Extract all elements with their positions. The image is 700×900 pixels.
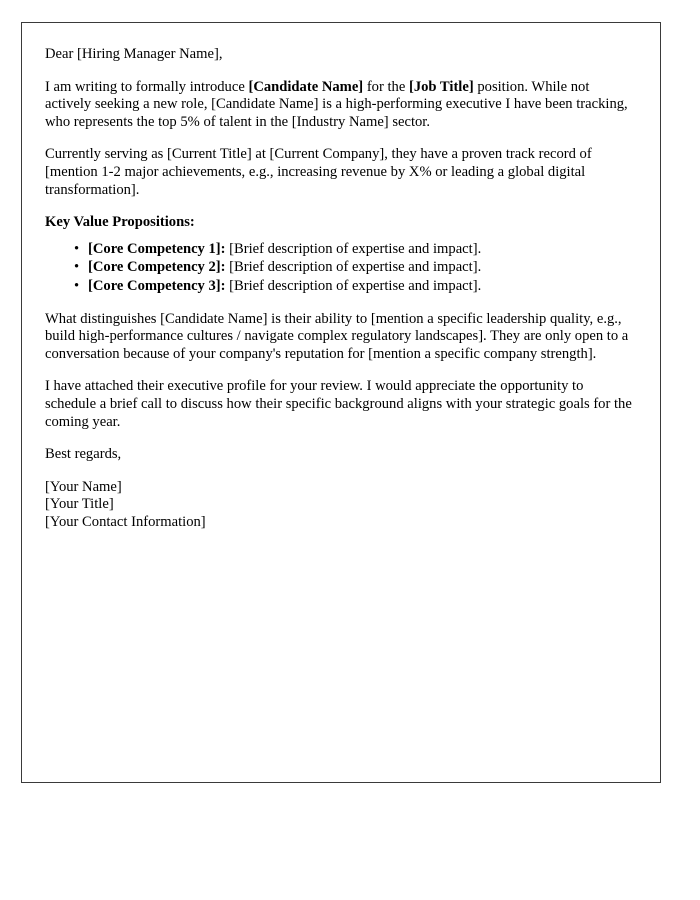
- signature-title: [Your Title]: [45, 496, 114, 513]
- letter-body: [22, 23, 660, 731]
- intro-text-part-2: for the: [363, 78, 409, 95]
- competency-label: [Core Competency 1]:: [88, 240, 226, 257]
- paragraph-current-role: Currently serving as [Current Title] at [Current Company], they have a proven track record of [mention 1-2 major achievements, e.g., increasing revenue by X% or leading a global digital transformation].: [45, 146, 592, 198]
- intro-text-part-3: position. While not actively seeking a new role, [Candidate Name] is a high-performing executive I have been tracking, who represents the top 5% of talent in the [Industry Name] sector.: [45, 78, 628, 130]
- bullet-icon: •: [74, 259, 80, 276]
- value-propositions-list: [45, 241, 638, 296]
- list-item: [45, 241, 638, 259]
- signature-name: [Your Name]: [45, 478, 122, 495]
- competency-label: [Core Competency 2]:: [88, 259, 226, 276]
- job-title-placeholder: [Job Title]: [408, 78, 474, 95]
- paragraph-attachment-and-call: I have attached their executive profile for your review. I would appreciate the opportunity to schedule a brief call to discuss how their specific background aligns with your strategic goals for the coming year.: [45, 378, 632, 430]
- competency-description: [Brief description of expertise and impact].: [225, 277, 482, 294]
- candidate-name-placeholder: [Candidate Name]: [248, 78, 364, 95]
- closing-salutation: Best regards,: [45, 446, 122, 463]
- bullet-icon: •: [74, 277, 80, 294]
- competency-label: [Core Competency 3]:: [88, 277, 226, 294]
- intro-text-part-1: I am writing to formally introduce: [45, 78, 249, 95]
- list-item: [45, 259, 638, 277]
- paragraph-introduction: [45, 79, 638, 132]
- key-value-propositions-heading: Key Value Propositions:: [45, 214, 195, 231]
- list-item: [45, 278, 638, 296]
- competency-description: [Brief description of expertise and impact].: [225, 259, 482, 276]
- signature-contact: [Your Contact Information]: [45, 513, 206, 530]
- bullet-icon: •: [74, 240, 80, 257]
- signature-block: [45, 479, 638, 532]
- page-empty-space: [45, 531, 638, 731]
- letter-page: [21, 22, 661, 783]
- salutation: Dear [Hiring Manager Name],: [45, 46, 223, 62]
- paragraph-distinguishing-qualities: What distinguishes [Candidate Name] is their ability to [mention a specific leadership quality, e.g., build high-performance cultures / navigate complex regulatory landscapes]. They are only open to a conversation because of your company's reputation for [mention a specific company strength].: [45, 310, 629, 362]
- competency-description: [Brief description of expertise and impact].: [225, 240, 482, 257]
